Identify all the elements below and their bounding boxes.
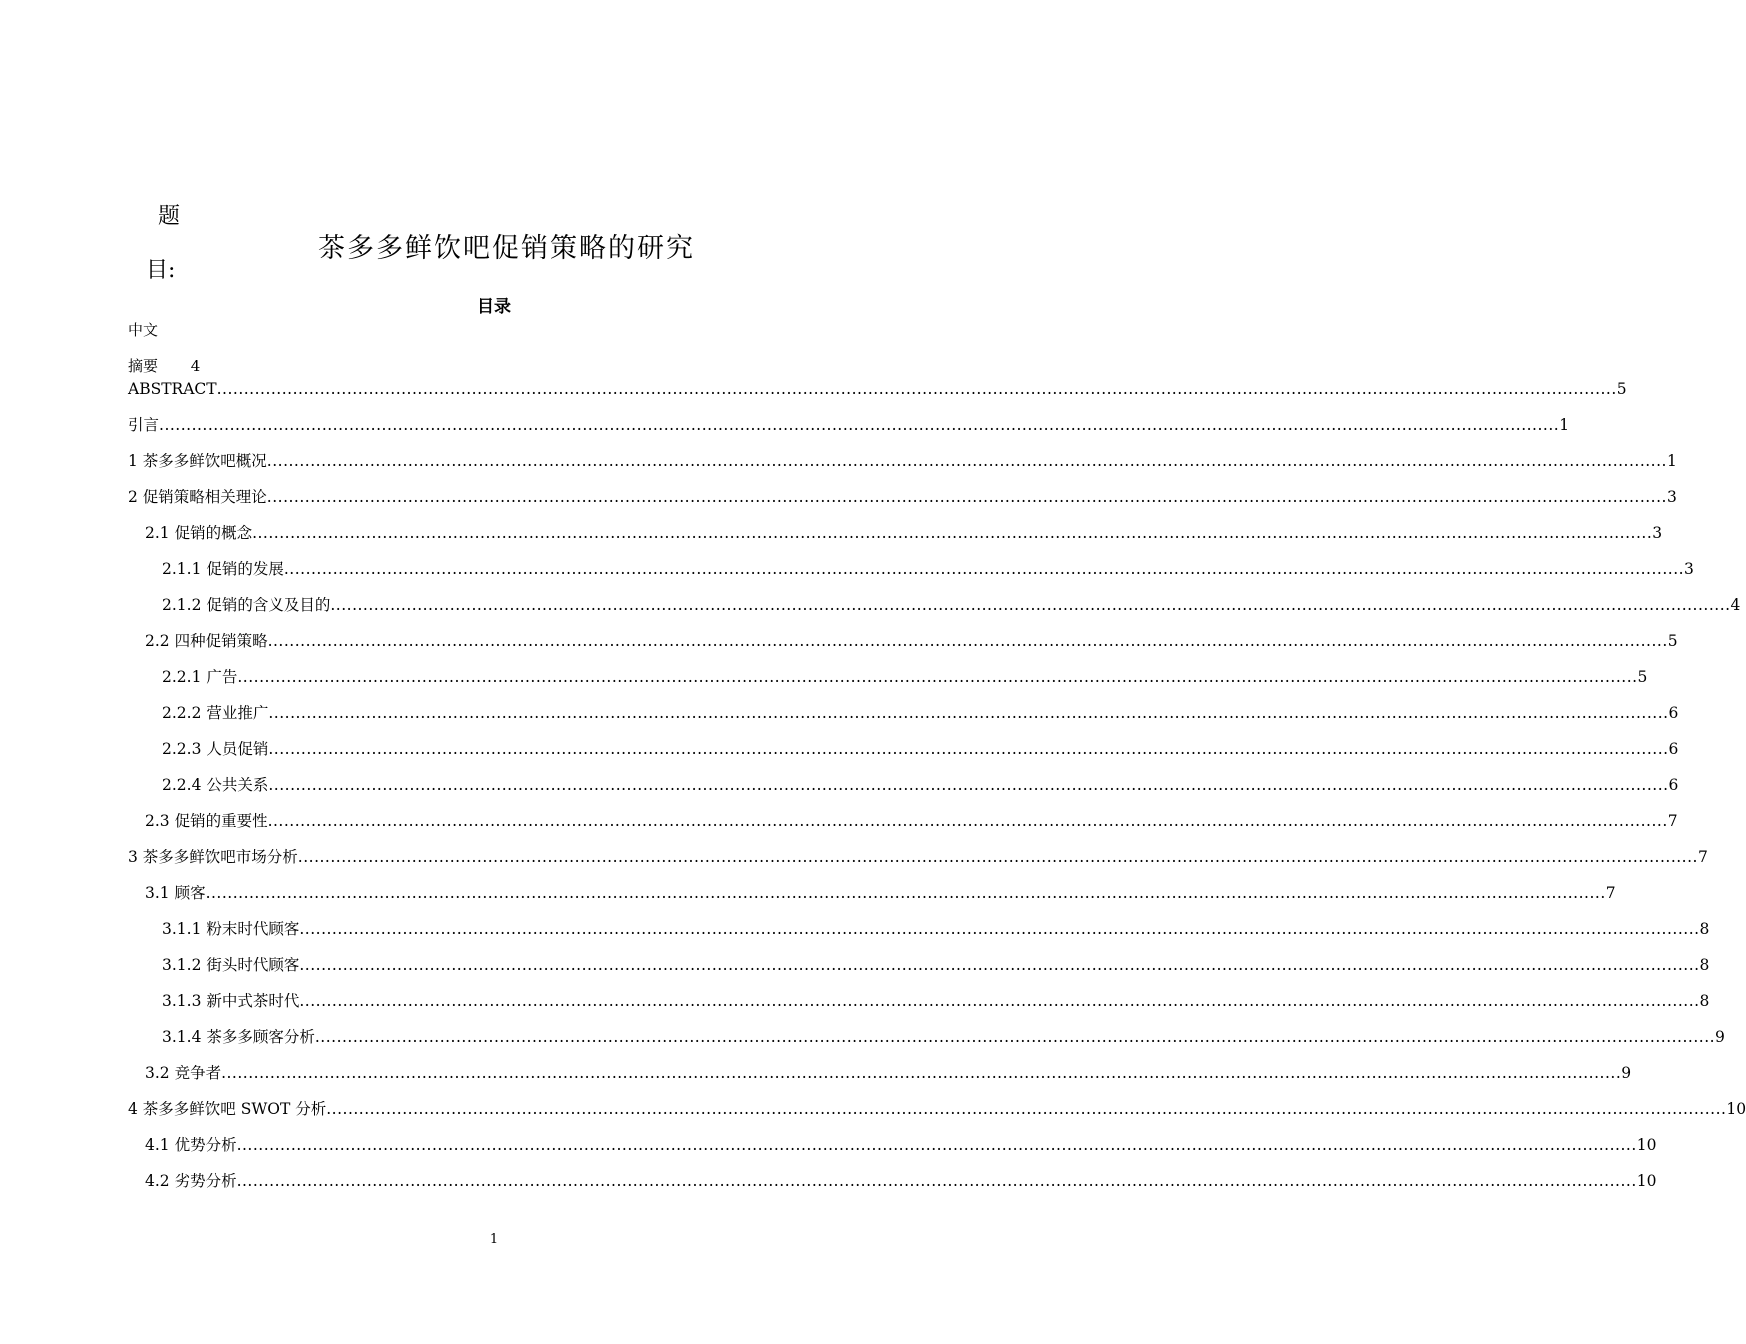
toc-entry-label: ABSTRACT [128, 380, 217, 398]
toc-entry-page: 10 [1636, 1172, 1657, 1190]
toc-entry-page: 5 [1616, 380, 1627, 398]
toc-entry-label: 2.2.1 广告 [162, 668, 238, 686]
toc-entry-page: 5 [1637, 668, 1648, 686]
toc-entry[interactable] [128, 486, 1677, 522]
toc-entry-leader: .................................................................................................................................................................................................................................................................. [297, 848, 1698, 866]
toc-entry-page: 3 [1666, 488, 1677, 506]
toc-pre-line-chinese: 中文 [128, 321, 159, 339]
toc-entry-leader: .................................................................................................................................................................................................................................................................. [237, 668, 1638, 686]
toc-entry-label: 3 茶多多鲜饮吧市场分析 [128, 848, 298, 866]
toc-entry[interactable] [128, 630, 1678, 666]
toc-entry-page: 9 [1715, 1028, 1725, 1046]
toc-entry-page: 8 [1699, 920, 1710, 938]
toc-pre-line-abstract-cn-page: 4 [190, 357, 201, 375]
toc-entry-label: 1 茶多多鲜饮吧概况 [128, 452, 267, 470]
toc-entry[interactable] [128, 378, 1627, 414]
toc-entry[interactable] [128, 954, 1710, 990]
toc-entry-page: 10 [1726, 1100, 1746, 1118]
toc-entry-leader: .................................................................................................................................................................................................................................................................. [314, 1028, 1716, 1046]
toc-entry[interactable] [128, 1098, 1746, 1134]
toc-entry-leader: .................................................................................................................................................................................................................................................................. [267, 632, 1668, 650]
toc-entry-label: 4.1 优势分析 [145, 1136, 237, 1154]
toc-entry-page: 9 [1621, 1064, 1632, 1082]
toc-entry-leader: .................................................................................................................................................................................................................................................................. [252, 524, 1653, 542]
toc-entry[interactable] [128, 594, 1741, 630]
toc-entry[interactable] [128, 882, 1616, 918]
toc-entry[interactable] [128, 810, 1678, 846]
toc-entry-leader: .................................................................................................................................................................................................................................................................. [266, 488, 1667, 506]
toc-entry[interactable] [128, 702, 1679, 738]
toc-list [128, 378, 1746, 1206]
toc-entry-leader: .................................................................................................................................................................................................................................................................. [299, 920, 1700, 938]
toc-entry-page: 6 [1668, 704, 1679, 722]
toc-entry-page: 7 [1667, 812, 1678, 830]
toc-entry-leader: .................................................................................................................................................................................................................................................................. [236, 1136, 1637, 1154]
toc-entry-label: 4 茶多多鲜饮吧 SWOT 分析 [128, 1100, 327, 1118]
toc-entry-label: 2 促销策略相关理论 [128, 488, 267, 506]
toc-entry-label: 3.2 竞争者 [145, 1064, 222, 1082]
toc-entry-page: 3 [1684, 560, 1694, 578]
toc-entry-label: 2.1 促销的概念 [145, 524, 253, 542]
toc-entry-label: 2.1.2 促销的含义及目的 [162, 596, 331, 614]
toc-entry-label: 2.2 四种促销策略 [145, 632, 268, 650]
toc-entry-label: 3.1.3 新中式茶时代 [162, 992, 300, 1010]
toc-entry[interactable] [128, 1170, 1657, 1206]
toc-entry-page: 8 [1699, 956, 1710, 974]
toc-entry-label: 3.1.4 茶多多顾客分析 [162, 1028, 315, 1046]
toc-heading: 目录 [477, 297, 511, 317]
toc-entry-page: 3 [1652, 524, 1663, 542]
toc-entry-leader: .................................................................................................................................................................................................................................................................. [159, 416, 1560, 434]
toc-entry[interactable] [128, 414, 1570, 450]
toc-entry[interactable] [128, 558, 1694, 594]
toc-entry-label: 引言 [128, 416, 160, 434]
toc-entry[interactable] [128, 666, 1648, 702]
toc-entry-page: 6 [1668, 776, 1679, 794]
toc-entry-leader: .................................................................................................................................................................................................................................................................. [283, 560, 1685, 578]
toc-entry-label: 2.2.2 营业推广 [162, 704, 269, 722]
toc-entry[interactable] [128, 774, 1679, 810]
toc-entry-label: 2.3 促销的重要性 [145, 812, 268, 830]
toc-entry[interactable] [128, 918, 1710, 954]
toc-entry-page: 6 [1668, 740, 1679, 758]
title-label-line2: 目: [146, 258, 176, 283]
toc-pre-line-abstract-cn [128, 355, 200, 376]
toc-entry-leader: .................................................................................................................................................................................................................................................................. [268, 704, 1669, 722]
toc-entry[interactable] [128, 990, 1710, 1026]
toc-entry[interactable] [128, 1134, 1657, 1170]
toc-entry-page: 1 [1559, 416, 1570, 434]
toc-entry-leader: .................................................................................................................................................................................................................................................................. [267, 812, 1668, 830]
toc-entry-leader: .................................................................................................................................................................................................................................................................. [299, 992, 1700, 1010]
toc-entry-leader: .................................................................................................................................................................................................................................................................. [266, 452, 1667, 470]
toc-entry-page: 4 [1730, 596, 1741, 614]
toc-entry-leader: .................................................................................................................................................................................................................................................................. [268, 776, 1669, 794]
toc-entry-label: 3.1.2 街头时代顾客 [162, 956, 300, 974]
toc-entry[interactable] [128, 522, 1663, 558]
toc-entry-label: 2.2.3 人员促销 [162, 740, 269, 758]
toc-entry-page: 10 [1636, 1136, 1657, 1154]
toc-entry-label: 4.2 劣势分析 [145, 1172, 237, 1190]
toc-entry-leader: .................................................................................................................................................................................................................................................................. [221, 1064, 1622, 1082]
toc-entry-page: 1 [1666, 452, 1677, 470]
toc-entry-leader: .................................................................................................................................................................................................................................................................. [326, 1100, 1727, 1118]
toc-entry[interactable] [128, 1026, 1725, 1062]
toc-entry[interactable] [128, 1062, 1632, 1098]
toc-entry[interactable] [128, 450, 1677, 486]
toc-entry-leader: .................................................................................................................................................................................................................................................................. [330, 596, 1731, 614]
toc-entry-page: 7 [1697, 848, 1708, 866]
toc-entry[interactable] [128, 846, 1708, 882]
page-number: 1 [489, 1232, 499, 1247]
toc-entry-leader: .................................................................................................................................................................................................................................................................. [268, 740, 1669, 758]
toc-entry-leader: .................................................................................................................................................................................................................................................................. [216, 380, 1617, 398]
toc-entry-leader: .................................................................................................................................................................................................................................................................. [236, 1172, 1637, 1190]
toc-entry-label: 3.1 顾客 [145, 884, 206, 902]
toc-entry-page: 7 [1605, 884, 1616, 902]
toc-entry-label: 2.2.4 公共关系 [162, 776, 269, 794]
toc-entry-leader: .................................................................................................................................................................................................................................................................. [299, 956, 1700, 974]
toc-pre-line-abstract-cn-label: 摘要 [128, 357, 159, 375]
toc-entry-page: 8 [1699, 992, 1710, 1010]
document-title: 茶多多鲜饮吧促销策略的研究 [318, 233, 695, 264]
toc-entry-label: 2.1.1 促销的发展 [162, 560, 284, 578]
toc-entry-label: 3.1.1 粉末时代顾客 [162, 920, 300, 938]
toc-entry[interactable] [128, 738, 1679, 774]
toc-entry-leader: .................................................................................................................................................................................................................................................................. [205, 884, 1606, 902]
title-label-line1: 题 [158, 204, 181, 229]
toc-entry-page: 5 [1667, 632, 1678, 650]
